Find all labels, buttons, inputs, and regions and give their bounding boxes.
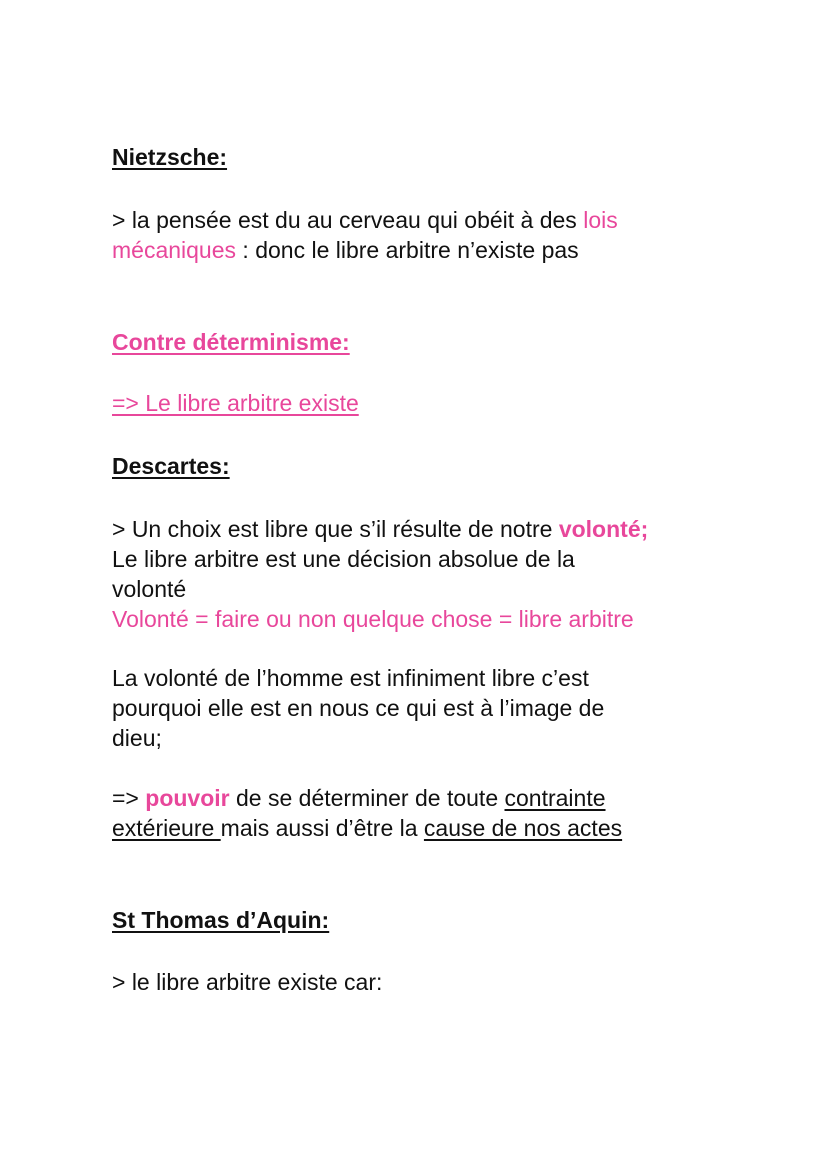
heading-nietzsche: Nietzsche: (112, 144, 228, 170)
nietzsche-text: > la pensée est du au cerveau qui obéit à des (112, 207, 584, 233)
thomas-line: > le libre arbitre existe car: (112, 969, 383, 995)
nietzsche-line-1 (112, 205, 618, 235)
descartes-text: > Un choix est libre que s’il résulte de notre (112, 516, 559, 542)
descartes-p3-line-1 (112, 783, 622, 813)
descartes-line-2: Le libre arbitre est une décision absolue de la (112, 546, 575, 572)
descartes-definition: Volonté = faire ou non quelque chose = libre arbitre (112, 606, 634, 632)
descartes-paragraph-1 (112, 514, 648, 634)
descartes-p2-line-2: pourquoi elle est en nous ce qui est à l’image de (112, 695, 605, 721)
underline-contrainte: contrainte (504, 785, 606, 811)
heading-st-thomas: St Thomas d’Aquin: (112, 907, 330, 933)
arrow-text: => (112, 785, 146, 811)
descartes-paragraph-3 (112, 783, 622, 843)
descartes-line-1 (112, 514, 648, 544)
highlight-lois: lois (583, 207, 618, 233)
underline-exterieure: extérieure (112, 815, 221, 841)
heading-descartes: Descartes: (112, 453, 230, 479)
highlight-mecaniques: mécaniques (112, 237, 237, 263)
highlight-pouvoir: pouvoir (145, 785, 230, 811)
nietzsche-line-2 (112, 235, 618, 265)
descartes-p3-text: de se déterminer de toute (229, 785, 505, 811)
descartes-p2-line-1: La volonté de l’homme est infiniment libre c’est (112, 665, 589, 691)
heading-contre-determinisme: Contre déterminisme: (112, 329, 350, 355)
highlight-volonte: volonté; (558, 516, 649, 542)
nietzsche-text-2: : donc le libre arbitre n’existe pas (236, 237, 579, 263)
descartes-p3-line-2 (112, 813, 622, 843)
descartes-p3-text-2: mais aussi d’être la (220, 815, 424, 841)
descartes-p2-line-3: dieu; (112, 725, 162, 751)
underline-cause: cause de nos actes (423, 815, 623, 841)
nietzsche-paragraph (112, 205, 618, 265)
descartes-line-3: volonté (112, 576, 187, 602)
descartes-paragraph-2 (112, 663, 604, 753)
contre-conclusion: => Le libre arbitre existe (112, 390, 359, 416)
